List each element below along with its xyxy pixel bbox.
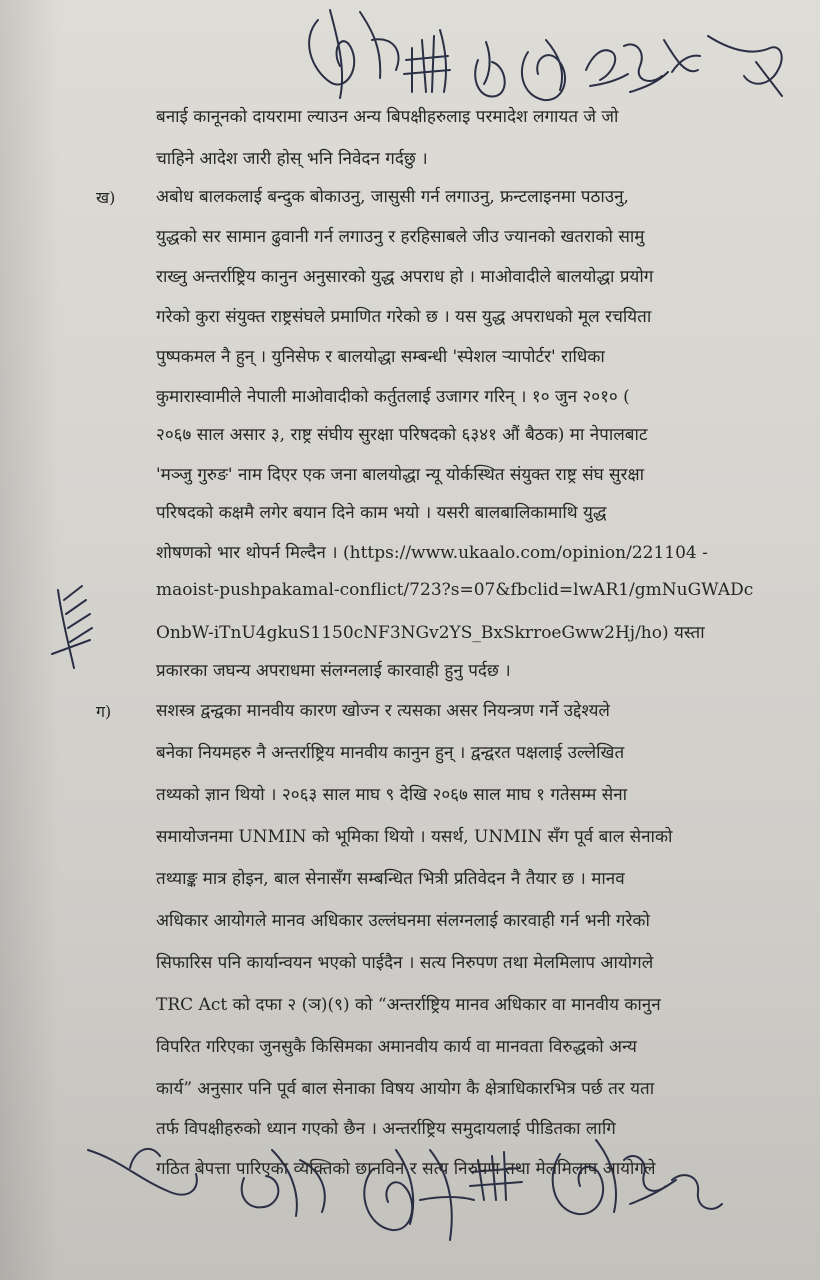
text-line: युद्धको सर सामान ढुवानी गर्न लगाउनु र हरहिसाबले जीउ ज्यानको खतराको सामु: [156, 227, 645, 247]
text-line: विपरित गरिएका जुनसुकै किसिमका अमानवीय कार्य वा मानवता विरुद्धको अन्य: [156, 1037, 637, 1057]
text-line: 'मञ्जु गुरुङ' नाम दिएर एक जना बालयोद्धा न्यू योर्कस्थित संयुक्त राष्ट्र संघ सुरक्षा: [156, 465, 645, 485]
text-line: बनाई कानूनको दायरामा ल्याउन अन्य बिपक्षीहरुलाइ परमादेश लगायत जे जो: [156, 107, 619, 127]
page-shadow: [0, 0, 60, 1280]
text-line: पुष्पकमल नै हुन् । युनिसेफ र बालयोद्धा सम्बन्धी 'स्पेशल ऱ्यापोर्टर' राधिका: [156, 347, 605, 367]
text-line: अबोध बालकलाई बन्दुक बोकाउनु, जासुसी गर्न लगाउनु, फ्रन्टलाइनमा पठाउनु,: [156, 187, 629, 207]
text-line: OnbW-iTnU4gkuS1150cNF3NGv2YS_BxSkrroeGww2Hj/ho) यस्ता: [156, 623, 705, 643]
text-line: तथ्यको ज्ञान थियो । २०६३ साल माघ ९ देखि २०६७ साल माघ १ गतेसम्म सेना: [156, 785, 628, 805]
section-label-ga: ग): [96, 702, 112, 721]
text-line: TRC Act को दफा २ (ञ)(९) को “अन्तर्राष्ट्रिय मानव अधिकार वा मानवीय कानुन: [156, 995, 661, 1015]
text-line: चाहिने आदेश जारी होस् भनि निवेदन गर्दछु ।: [156, 149, 428, 169]
text-line: अधिकार आयोगले मानव अधिकार उल्लंघनमा संलग्नलाई कारवाही गर्न भनी गरेको: [156, 911, 650, 931]
text-line: शोषणको भार थोपर्न मिल्दैन । (https://www.ukaalo.com/opinion/221104 -: [156, 543, 708, 563]
text-line: गठित बेपत्ता पारिएका व्यक्तिको छानविन र सत्य निरुपण तथा मेलमिलाप आयोगले: [156, 1159, 656, 1179]
text-line: गरेको कुरा संयुक्त राष्ट्रसंघले प्रमाणित गरेको छ । यस युद्ध अपराधको मूल रचयिता: [156, 307, 652, 327]
text-line: सिफारिस पनि कार्यान्वयन भएको पाईदैन । सत्य निरुपण तथा मेलमिलाप आयोगले: [156, 953, 654, 973]
text-line: तर्फ विपक्षीहरुको ध्यान गएको छैन । अन्तर्राष्ट्रिय समुदायलाई पीडितका लागि: [156, 1119, 616, 1139]
text-line: राख्नु अन्तर्राष्ट्रिय कानुन अनुसारको युद्ध अपराध हो । माओवादीले बालयोद्धा प्रयोग: [156, 267, 654, 287]
text-line: कार्य” अनुसार पनि पूर्व बाल सेनाका विषय आयोग कै क्षेत्राधिकारभित्र पर्छ तर यता: [156, 1079, 655, 1099]
section-label-kha: ख): [96, 188, 116, 207]
text-line: २०६७ साल असार ३, राष्ट्र संघीय सुरक्षा परिषदको ६३४१ औं बैठक) मा नेपालबाट: [156, 425, 648, 445]
text-line: तथ्याङ्क मात्र होइन, बाल सेनासँग सम्बन्धित भित्री प्रतिवेदन नै तैयार छ । मानव: [156, 869, 625, 889]
text-line: कुमारास्वामीले नेपाली माओवादीको कर्तुतलाई उजागर गरिन् । १० जुन २०१० (: [156, 387, 630, 407]
text-line: maoist-pushpakamal-conflict/723?s=07&fbclid=lwAR1/gmNuGWADc: [156, 580, 754, 600]
text-line: परिषदको कक्षमै लगेर बयान दिने काम भयो । यसरी बालबालिकामाथि युद्ध: [156, 503, 607, 523]
text-line: सशस्त्र द्वन्द्वका मानवीय कारण खोज्न र त्यसका असर नियन्त्रण गर्ने उद्देश्यले: [156, 701, 610, 721]
text-line: समायोजनमा UNMIN को भूमिका थियो । यसर्थ, UNMIN सँग पूर्व बाल सेनाको: [156, 827, 673, 847]
text-line: प्रकारका जघन्य अपराधमा संलग्नलाई कारवाही हुनु पर्दछ ।: [156, 661, 511, 681]
text-line: बनेका नियमहरु नै अन्तर्राष्ट्रिय मानवीय कानुन हुन् । द्वन्द्वरत पक्षलाई उल्लेखित: [156, 743, 625, 763]
